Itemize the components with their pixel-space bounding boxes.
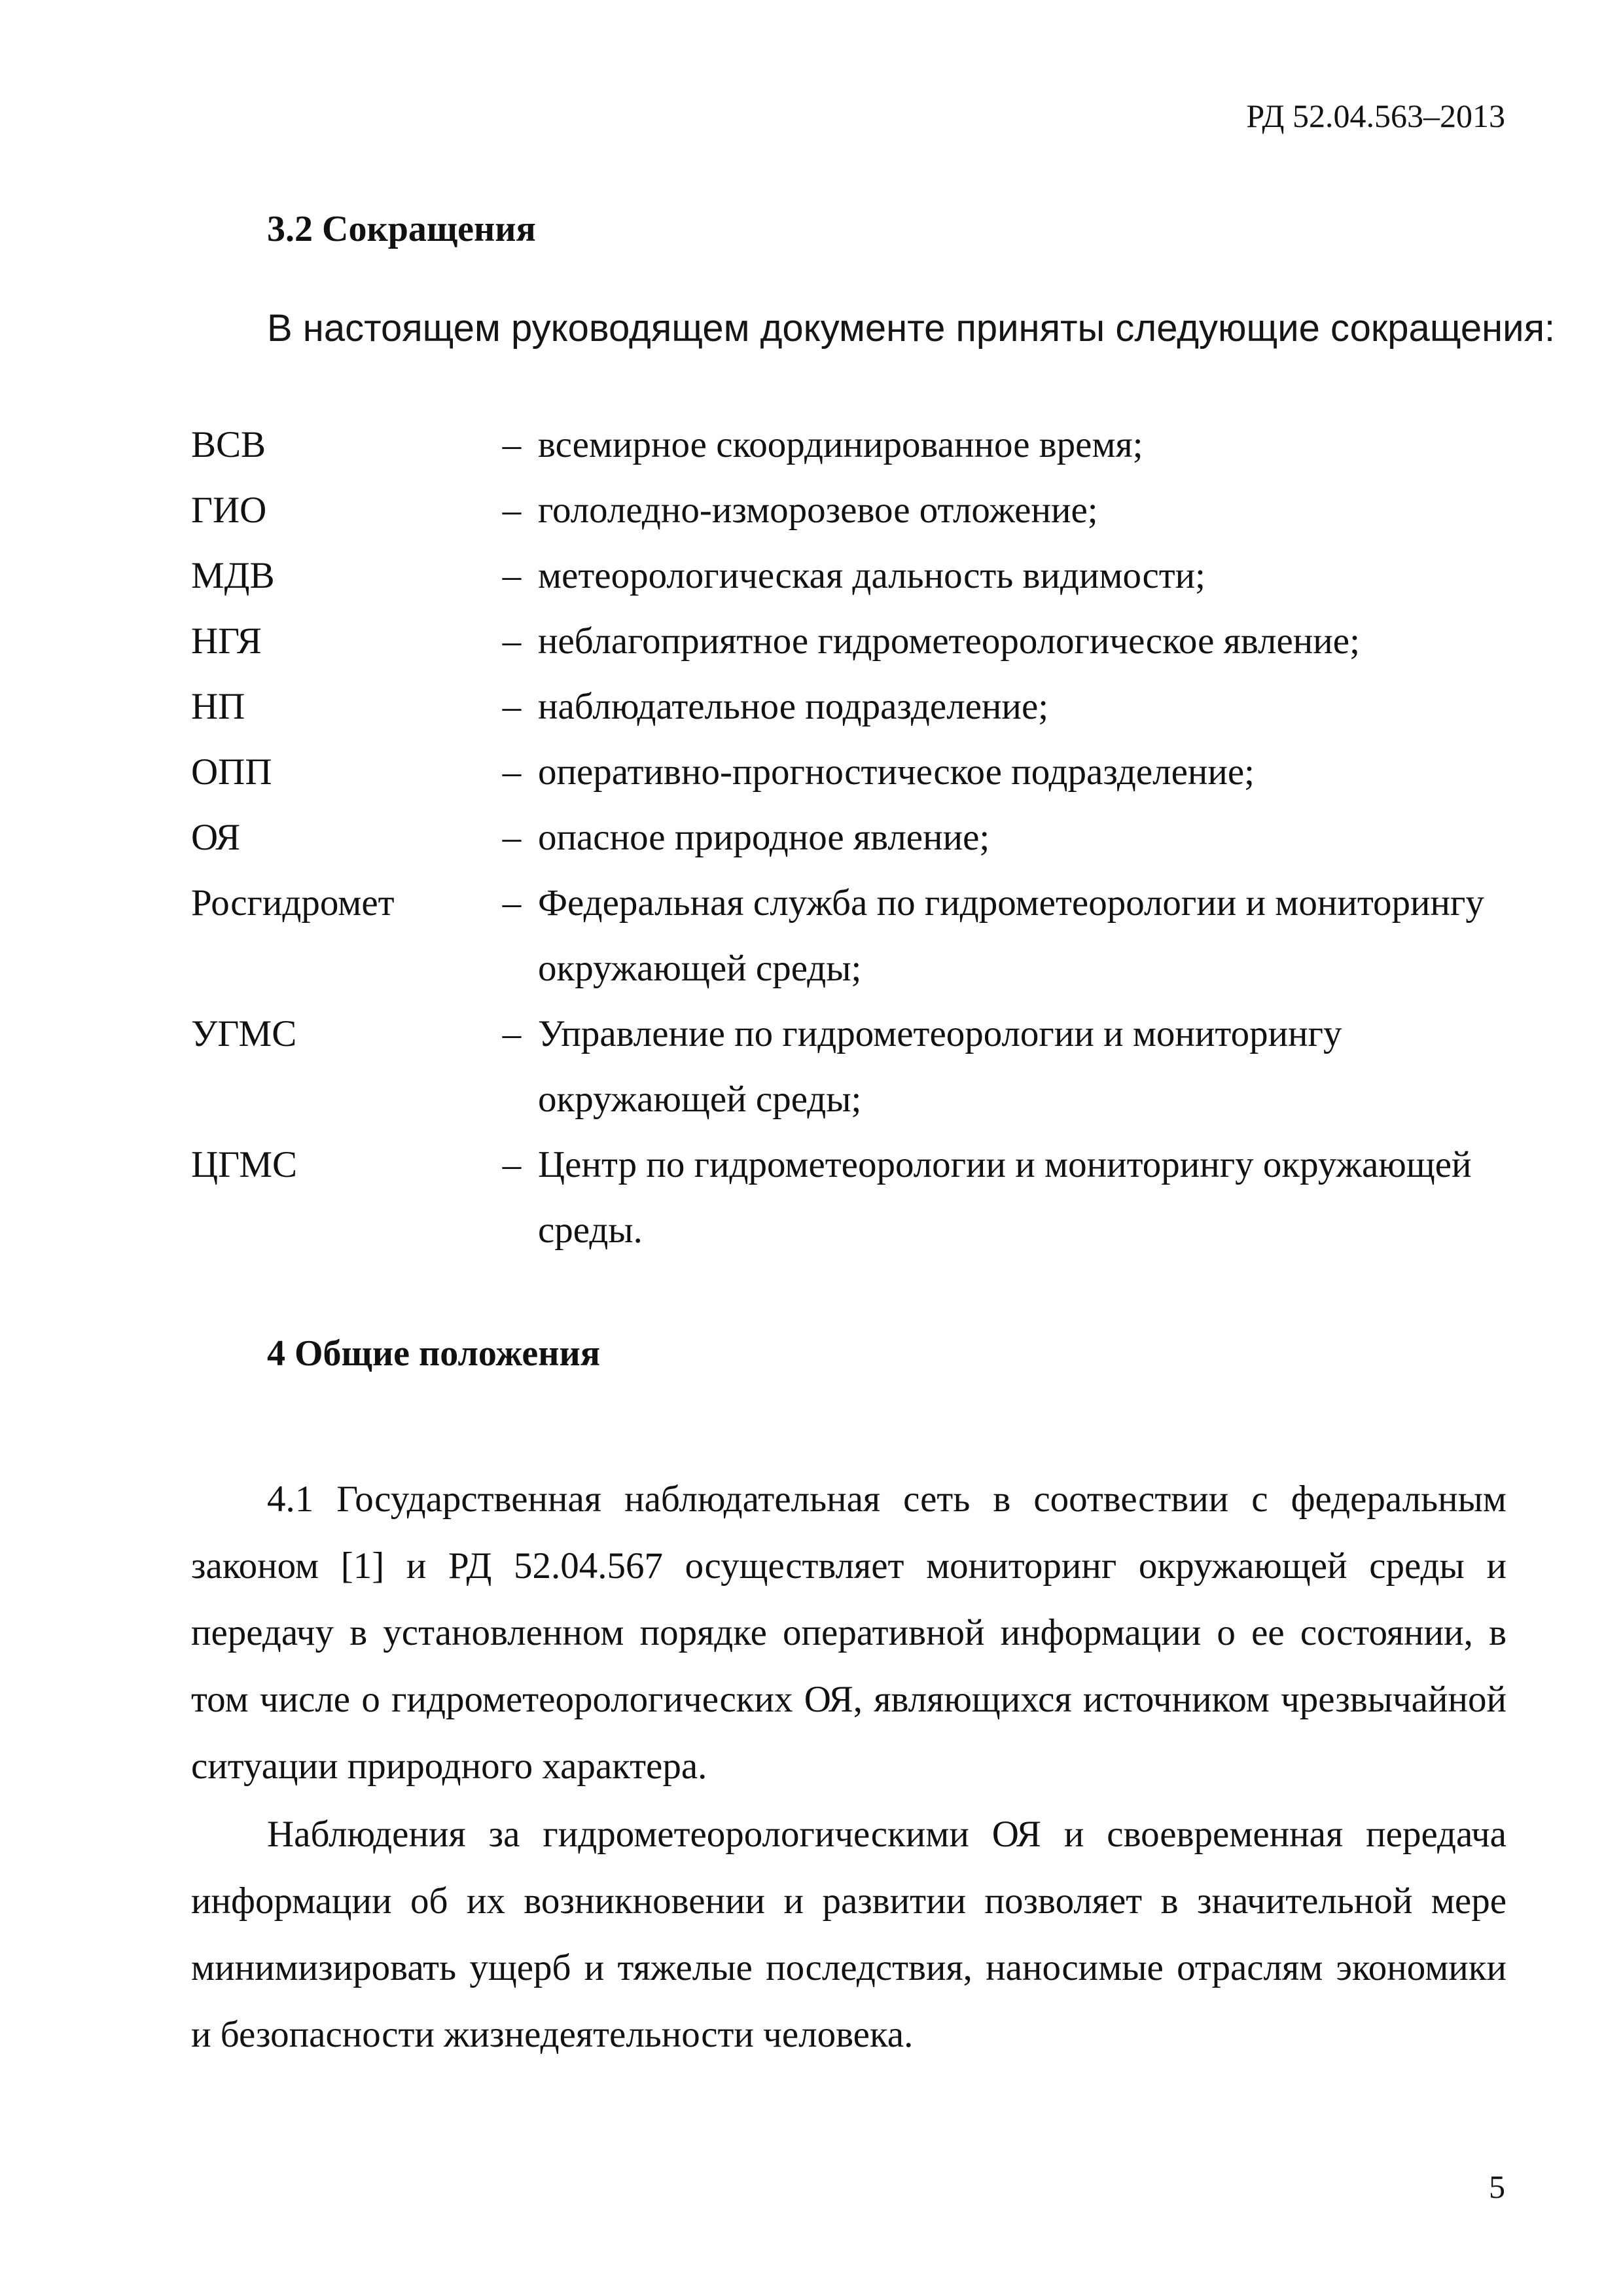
paragraph-4-1: 4.1 Государственная наблюдательная сеть в соотвествии с федеральным законом [1] и РД 52.04.567 осуществляет мониторинг окружающей среды и передачу в установленном порядке оперативной информации о ее состоянии, в том числе о гидрометеорологических ОЯ, являющихся источником чрезвычайной ситуации природного характера. bbox=[191, 1479, 1507, 1787]
abbreviation-definition: неблагоприятное гидрометеорологическое явление; bbox=[538, 620, 1360, 662]
abbreviation-dash: – bbox=[502, 1013, 522, 1054]
page-number: 5 bbox=[1489, 2168, 1505, 2205]
abbreviation-term: НП bbox=[191, 686, 245, 727]
abbreviation-definition: Федеральная служба по гидрометеорологии и мониторингу окружающей среды; bbox=[538, 882, 1484, 989]
abbreviations-list bbox=[191, 412, 1507, 1263]
abbreviation-dash: – bbox=[502, 817, 522, 858]
abbreviation-term: Росгидромет bbox=[191, 882, 395, 924]
paragraph-observations: Наблюдения за гидрометеорологическими ОЯ и своевременная передача информации об их возникновении и развитии позволяет в значительной мере минимизировать ущерб и тяжелые последствия, наносимые отраслям экономики и безопасности жизнедеятельности человека. bbox=[191, 1814, 1507, 2055]
abbreviation-definition: наблюдательное подразделение; bbox=[538, 686, 1049, 727]
list-item bbox=[191, 674, 1507, 740]
list-item bbox=[191, 478, 1507, 543]
abbreviation-dash: – bbox=[502, 751, 522, 793]
abbreviation-term: ВСВ bbox=[191, 424, 266, 465]
list-item bbox=[191, 1001, 1507, 1132]
section-heading-general-provisions: 4 Общие положения bbox=[267, 1333, 601, 1374]
list-item bbox=[191, 609, 1507, 674]
abbreviation-definition: Центр по гидрометеорологии и мониторингу окружающей среды. bbox=[538, 1144, 1472, 1251]
abbreviation-term: УГМС bbox=[191, 1013, 297, 1054]
abbreviation-term: ЦГМС bbox=[191, 1144, 298, 1185]
section-heading-abbreviations: 3.2 Сокращения bbox=[267, 209, 536, 249]
abbreviation-definition: гололедно-изморозевое отложение; bbox=[538, 490, 1098, 531]
list-item bbox=[191, 740, 1507, 805]
abbreviation-dash: – bbox=[502, 882, 522, 924]
list-item bbox=[191, 1132, 1507, 1263]
document-code-header: РД 52.04.563–2013 bbox=[1246, 98, 1505, 134]
abbreviation-definition: всемирное скоординированное время; bbox=[538, 424, 1143, 465]
abbreviation-dash: – bbox=[502, 424, 522, 465]
abbreviation-dash: – bbox=[502, 686, 522, 727]
abbreviation-definition: оперативно-прогностическое подразделение; bbox=[538, 751, 1255, 793]
list-item bbox=[191, 870, 1507, 1001]
abbreviation-definition: Управление по гидрометеорологии и мониторингу окружающей среды; bbox=[538, 1013, 1342, 1120]
abbreviation-term: ОЯ bbox=[191, 817, 241, 858]
list-item bbox=[191, 412, 1507, 478]
abbreviation-dash: – bbox=[502, 490, 522, 531]
abbreviation-term: НГЯ bbox=[191, 620, 262, 662]
list-item bbox=[191, 543, 1507, 609]
abbreviation-dash: – bbox=[502, 555, 522, 596]
abbreviation-term: МДВ bbox=[191, 555, 275, 596]
abbreviation-dash: – bbox=[502, 620, 522, 662]
abbreviation-term: ГИО bbox=[191, 490, 267, 531]
list-item bbox=[191, 805, 1507, 870]
abbreviation-definition: метеорологическая дальность видимости; bbox=[538, 555, 1206, 596]
abbreviation-term: ОПП bbox=[191, 751, 272, 793]
abbreviation-dash: – bbox=[502, 1144, 522, 1185]
abbreviations-intro: В настоящем руководящем документе приняты следующие сокращения: bbox=[267, 307, 1556, 350]
abbreviation-definition: опасное природное явление; bbox=[538, 817, 990, 858]
